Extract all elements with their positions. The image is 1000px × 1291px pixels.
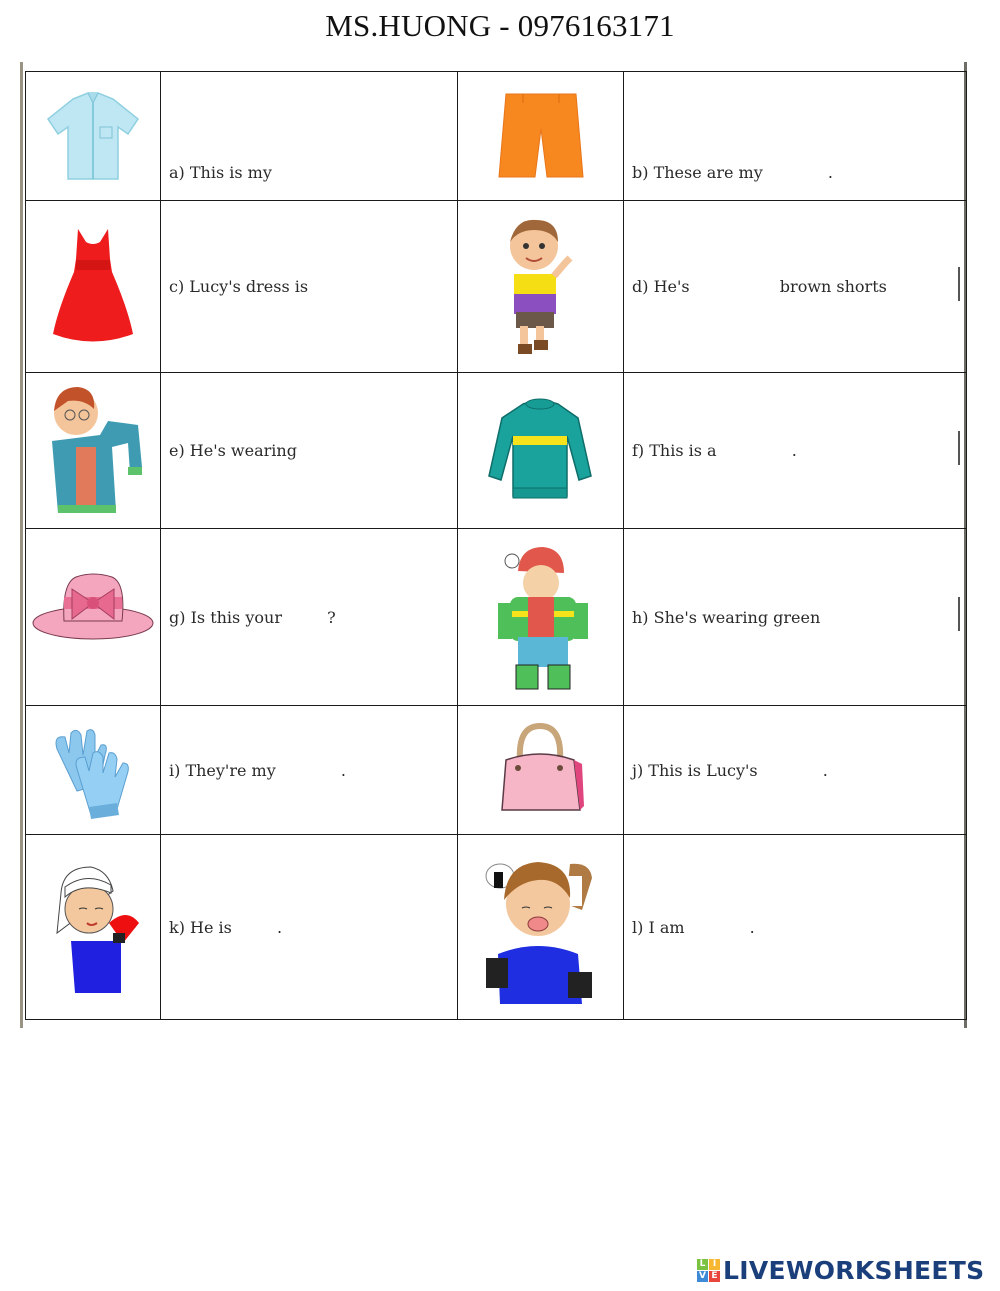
hungry-boy-icon (478, 854, 603, 1009)
sentence-b: b) These are my (632, 163, 763, 182)
page-title: MS.HUONG - 0976163171 (325, 8, 675, 43)
table-row: i) They're my . j) This is Lucy's . (26, 706, 967, 835)
hot-girl-icon (43, 863, 143, 998)
table-row: g) Is this your ? h) She's wearing green (26, 529, 967, 706)
table-row (26, 72, 967, 201)
boy-jacket-icon (38, 381, 148, 521)
sentence-i: i) They're my (169, 760, 276, 780)
picture-cell (26, 72, 161, 201)
logo-text: LIVEWORKSHEETS (723, 1256, 985, 1285)
page-border-left (20, 62, 23, 1028)
winter-child-icon (488, 541, 593, 693)
sentence-cell: b) These are my . (624, 72, 967, 201)
sentence-c: c) Lucy's dress is (169, 277, 309, 296)
handbag-icon (496, 720, 586, 820)
sentence-f: f) This is a (632, 441, 717, 460)
table-row: e) He's wearing f) This is a . (26, 373, 967, 529)
sentence-e: e) He's wearing (169, 441, 297, 460)
shorts-icon (491, 89, 591, 184)
sentence-cell (161, 72, 458, 201)
text-cursor (958, 431, 960, 465)
hat-icon (32, 567, 154, 647)
picture-cell (458, 72, 624, 201)
liveworksheets-logo (697, 1256, 984, 1285)
gloves-icon (43, 725, 143, 820)
boy-shorts-icon (496, 214, 586, 359)
sentence-k: k) He is (169, 917, 232, 937)
sentence-a: a) This is my (169, 163, 272, 182)
table-row: c) Lucy's dress is d) He's brown shorts (26, 201, 967, 373)
text-cursor (958, 267, 960, 301)
worksheet-table (25, 71, 967, 1020)
sentence-l: l) I am (632, 917, 685, 937)
sentence-h: h) She's wearing green (632, 607, 821, 627)
shirt-icon (43, 89, 143, 184)
live-blocks-icon: L I V E (697, 1259, 720, 1282)
sentence-g: g) Is this your (169, 607, 282, 627)
sentence-j: j) This is Lucy's (632, 760, 758, 780)
text-cursor (958, 597, 960, 631)
table-row: k) He is . l) I am . (26, 835, 967, 1020)
dress-icon (48, 224, 138, 349)
sweater-icon (483, 396, 598, 506)
sentence-d: d) He's (632, 277, 690, 296)
